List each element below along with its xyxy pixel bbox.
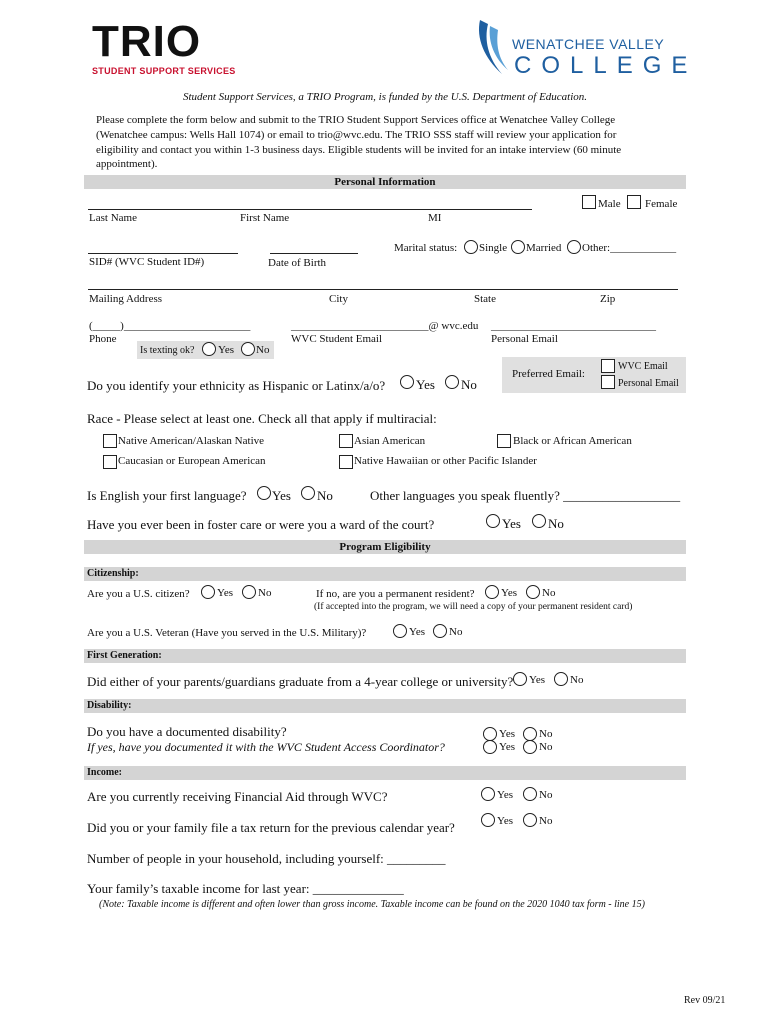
wvc-swoosh-icon (474, 18, 514, 78)
resident-note: (If accepted into the program, we will need a copy of your permanent resident card) (314, 602, 633, 612)
race-asian-label: Asian American (354, 435, 426, 447)
resident-no-label: No (542, 587, 556, 599)
texting-label: Is texting ok? (140, 345, 195, 356)
preferred-email-label: Preferred Email: (512, 368, 585, 380)
foster-question: Have you ever been in foster care or were you a ward of the court? (87, 517, 435, 532)
disability-yes-label: Yes (499, 728, 516, 740)
income-header: Income: (84, 766, 686, 780)
parents-yes-radio[interactable] (513, 672, 527, 686)
english-no-label: No (317, 488, 333, 503)
other-radio[interactable] (567, 240, 581, 254)
address-line[interactable] (88, 289, 678, 290)
parents-yes-label: Yes (529, 674, 546, 686)
parents-question: Did either of your parents/guardians graduate from a 4-year college or university? (87, 674, 514, 689)
income-question[interactable]: Your family’s taxable income for last year: ______________ (87, 881, 404, 896)
hispanic-yes-radio[interactable] (400, 375, 414, 389)
finaid-question: Are you currently receiving Financial Aid through WVC? (87, 789, 388, 804)
foster-no-radio[interactable] (532, 514, 546, 528)
race-pacific-label: Native Hawaiian or other Pacific Islander (354, 455, 537, 467)
disability-question: Do you have a documented disability? (87, 724, 287, 739)
finaid-yes-label: Yes (497, 789, 514, 801)
trio-logo-main: TRIO (92, 17, 202, 66)
other-languages[interactable]: Other languages you speak fluently? __________________ (370, 488, 681, 503)
race-label: Race - Please select at least one. Check all that apply if multiracial: (87, 411, 437, 426)
disability-question-2: If yes, have you documented it with the WVC Student Access Coordinator? (87, 740, 445, 754)
foster-no-label: No (548, 516, 564, 531)
zip-label: Zip (600, 293, 616, 305)
veteran-yes-label: Yes (409, 626, 426, 638)
first-generation-header: First Generation: (84, 649, 686, 663)
mailing-address-label: Mailing Address (89, 293, 163, 305)
intro-line-1: Please complete the form below and submit to the TRIO Student Support Services office at Wenatchee Valley College (96, 114, 616, 126)
female-checkbox[interactable] (627, 195, 641, 209)
wvc-email-field[interactable]: _________________________@ wvc.edu (291, 320, 479, 332)
married-radio[interactable] (511, 240, 525, 254)
finaid-no-label: No (539, 789, 553, 801)
veteran-no-label: No (449, 626, 463, 638)
finaid-no-radio[interactable] (523, 787, 537, 801)
texting-yes-radio[interactable] (202, 342, 216, 356)
parents-no-radio[interactable] (554, 672, 568, 686)
marital-label: Marital status: (394, 242, 458, 254)
english-yes-radio[interactable] (257, 486, 271, 500)
foster-yes-radio[interactable] (486, 514, 500, 528)
city-label: City (329, 293, 348, 305)
foster-yes-label: Yes (502, 516, 521, 531)
pref-wvc-checkbox[interactable] (601, 359, 615, 373)
male-label: Male (598, 198, 621, 210)
dob-line[interactable] (270, 253, 358, 254)
trio-logo (92, 17, 236, 78)
wvc-logo-line1: WENATCHEE VALLEY (512, 36, 665, 52)
wvc-email-label: WVC Student Email (291, 333, 383, 345)
funded-note: Student Support Services, a TRIO Program, is funded by the U.S. Department of Education. (182, 91, 588, 103)
intro-line-4: appointment). (96, 158, 158, 170)
hispanic-no-radio[interactable] (445, 375, 459, 389)
texting-yes-label: Yes (218, 344, 235, 356)
texting-no-radio[interactable] (241, 342, 255, 356)
documented-no-label: No (539, 741, 553, 753)
race-caucasian-checkbox[interactable] (103, 455, 117, 469)
citizen-no-label: No (258, 587, 272, 599)
english-no-radio[interactable] (301, 486, 315, 500)
female-label: Female (645, 198, 678, 210)
veteran-yes-radio[interactable] (393, 624, 407, 638)
income-note: (Note: Taxable income is different and often lower than gross income. Taxable income can be found on the 2020 1040 tax form - line 15) (99, 899, 645, 910)
trio-logo-sub: STUDENT SUPPORT SERVICES (92, 66, 236, 76)
hispanic-yes-label: Yes (416, 377, 435, 392)
disability-no-radio[interactable] (523, 727, 537, 741)
documented-yes-radio[interactable] (483, 740, 497, 754)
race-native-american-checkbox[interactable] (103, 434, 117, 448)
race-caucasian-label: Caucasian or European American (118, 455, 266, 467)
sid-line[interactable] (88, 253, 238, 254)
race-black-label: Black or African American (513, 435, 632, 447)
mi-label: MI (428, 212, 442, 224)
citizen-yes-radio[interactable] (201, 585, 215, 599)
intro-line-2: (Wenatchee campus: Wells Hall 1074) or email to trio@wvc.edu. The TRIO SSS staff will review your application for (96, 129, 617, 141)
intro-line-3: eligibility and contact you within 1-3 business days. Eligible students will be invited for an intake interview (60 minute (96, 144, 622, 156)
parents-no-label: No (570, 674, 584, 686)
hispanic-question: Do you identify your ethnicity as Hispanic or Latinx/a/o? (87, 378, 386, 393)
resident-yes-label: Yes (501, 587, 518, 599)
name-line[interactable] (88, 209, 532, 210)
veteran-question: Are you a U.S. Veteran (Have you served in the U.S. Military)? (87, 627, 367, 639)
eligibility-section-header: Program Eligibility (84, 540, 686, 554)
english-question: Is English your first language? (87, 488, 247, 503)
personal-email-label: Personal Email (491, 333, 558, 345)
household-question[interactable]: Number of people in your household, including yourself: _________ (87, 851, 446, 866)
wvc-logo (474, 18, 698, 80)
disability-header: Disability: (84, 699, 686, 713)
phone-label: Phone (89, 333, 117, 345)
pref-personal-label: Personal Email (618, 378, 679, 389)
sid-label: SID# (WVC Student ID#) (89, 256, 205, 268)
documented-no-radio[interactable] (523, 740, 537, 754)
tax-question: Did you or your family file a tax return for the previous calendar year? (87, 820, 455, 835)
state-label: State (474, 293, 496, 305)
hispanic-no-label: No (461, 377, 477, 392)
other-label: Other:____________ (582, 242, 677, 254)
revision-label: Rev 09/21 (684, 995, 726, 1006)
resident-question: If no, are you a permanent resident? (316, 588, 475, 600)
pref-wvc-label: WVC Email (618, 361, 668, 372)
male-checkbox[interactable] (582, 195, 596, 209)
texting-no-label: No (256, 344, 270, 356)
citizen-no-radio[interactable] (242, 585, 256, 599)
finaid-yes-radio[interactable] (481, 787, 495, 801)
race-asian-checkbox[interactable] (339, 434, 353, 448)
documented-yes-label: Yes (499, 741, 516, 753)
disability-no-label: No (539, 728, 553, 740)
disability-yes-radio[interactable] (483, 727, 497, 741)
race-pacific-checkbox[interactable] (339, 455, 353, 469)
single-label: Single (479, 242, 508, 254)
personal-section-header: Personal Information (84, 175, 686, 189)
resident-yes-radio[interactable] (485, 585, 499, 599)
single-radio[interactable] (464, 240, 478, 254)
tax-no-radio[interactable] (523, 813, 537, 827)
english-yes-label: Yes (272, 488, 291, 503)
last-name-label: Last Name (89, 212, 137, 224)
race-black-checkbox[interactable] (497, 434, 511, 448)
personal-email-field[interactable]: ______________________________ (491, 320, 656, 332)
veteran-no-radio[interactable] (433, 624, 447, 638)
citizen-question: Are you a U.S. citizen? (87, 588, 190, 600)
first-name-label: First Name (240, 212, 290, 224)
phone-field[interactable]: (_____)_______________________ (89, 320, 251, 332)
tax-yes-radio[interactable] (481, 813, 495, 827)
citizen-yes-label: Yes (217, 587, 234, 599)
dob-label: Date of Birth (268, 257, 327, 269)
tax-yes-label: Yes (497, 815, 514, 827)
wvc-logo-line2: COLLEGE (514, 52, 698, 79)
resident-no-radio[interactable] (526, 585, 540, 599)
citizenship-header: Citizenship: (84, 567, 686, 581)
tax-no-label: No (539, 815, 553, 827)
married-label: Married (526, 242, 562, 254)
race-native-american-label: Native American/Alaskan Native (118, 435, 265, 447)
pref-personal-checkbox[interactable] (601, 375, 615, 389)
